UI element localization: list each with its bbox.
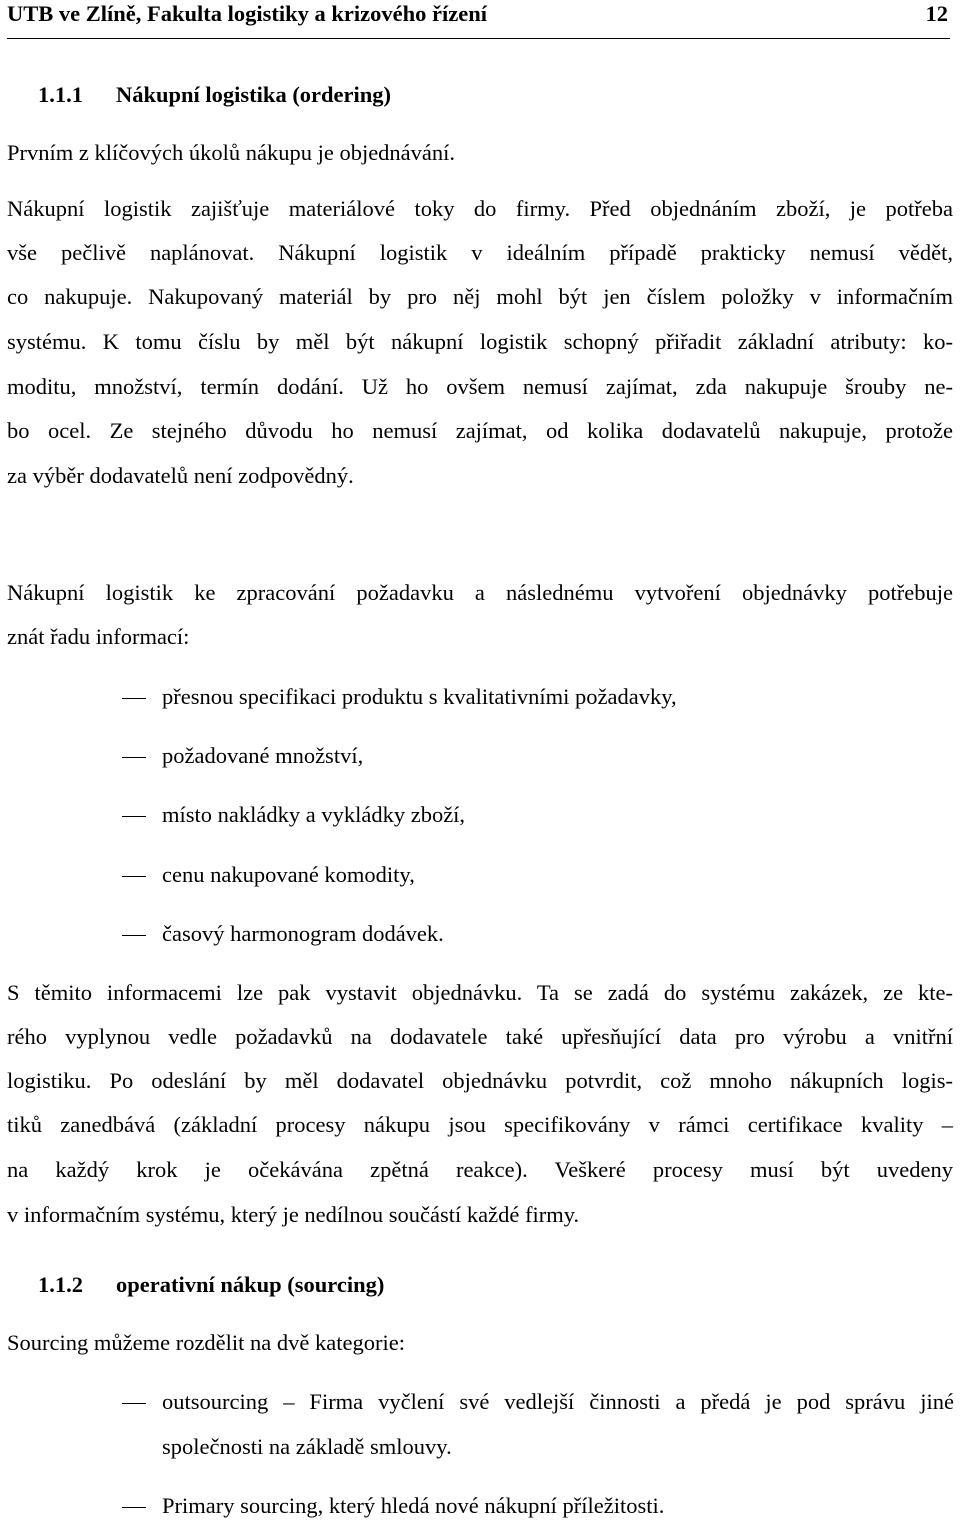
dash-bullet-icon bbox=[122, 816, 146, 817]
dash-bullet-icon bbox=[122, 1403, 146, 1404]
paragraph-line: vše pečlivě naplánovat. Nákupní logistik v ideálním případě prakticky nemusí vědět, bbox=[7, 240, 953, 265]
section-title: operativní nákup (sourcing) bbox=[116, 1272, 385, 1297]
page-number: 12 bbox=[925, 1, 948, 26]
dash-bullet-icon bbox=[122, 1507, 146, 1508]
paragraph-line: moditu, množství, termín dodání. Už ho ovšem nemusí zajímat, zda nakupuje šrouby ne- bbox=[7, 374, 953, 399]
paragraph-line: tiků zanedbává (základní procesy nákupu jsou specifikovány v rámci certifikace kvality – bbox=[7, 1112, 953, 1137]
dash-bullet-icon bbox=[122, 876, 146, 877]
paragraph-line: Prvním z klíčových úkolů nákupu je objednávání. bbox=[7, 140, 456, 165]
paragraph-line: logistiku. Po odeslání by měl dodavatel objednávku potvrdit, což mnoho nákupních logis- bbox=[7, 1068, 953, 1093]
section-title: Nákupní logistika (ordering) bbox=[116, 82, 392, 107]
paragraph-line: na každý krok je očekávána zpětná reakce). Veškeré procesy musí být uvedeny bbox=[7, 1157, 953, 1182]
dash-bullet-icon bbox=[122, 757, 146, 758]
section-heading-1-1-2 bbox=[38, 1272, 384, 1298]
paragraph-line: za výběr dodavatelů není zodpovědný. bbox=[7, 463, 354, 488]
paragraph-line: bo ocel. Ze stejného důvodu ho nemusí zajímat, od kolika dodavatelů nakupuje, protože bbox=[7, 418, 953, 443]
section-number: 1.1.2 bbox=[38, 1272, 83, 1297]
page-header bbox=[7, 0, 950, 39]
dash-bullet-icon bbox=[122, 935, 146, 936]
dash-bullet-icon bbox=[122, 698, 146, 699]
paragraph-line: rého vyplynou vedle požadavků na dodavatele také upřesňující data pro výrobu a vnitřní bbox=[7, 1024, 953, 1049]
paragraph-line: systému. K tomu číslu by měl být nákupní logistik schopný přiřadit základní atributy: ko- bbox=[7, 329, 953, 354]
section-heading-1-1-1 bbox=[38, 82, 391, 108]
paragraph-line: znát řadu informací: bbox=[7, 624, 190, 649]
header-title: UTB ve Zlíně, Fakulta logistiky a krizového řízení bbox=[7, 1, 488, 26]
paragraph-line: v informačním systému, který je nedílnou součástí každé firmy. bbox=[7, 1202, 580, 1227]
paragraph-line: S těmito informacemi lze pak vystavit objednávku. Ta se zadá do systému zakázek, ze kte- bbox=[7, 980, 953, 1005]
paragraph-line: Sourcing můžeme rozdělit na dvě kategorie: bbox=[7, 1330, 405, 1355]
paragraph-line: co nakupuje. Nakupovaný materiál by pro něj mohl být jen číslem položky v informačním bbox=[7, 284, 953, 309]
paragraph-line: Nákupní logistik zajišťuje materiálové toky do firmy. Před objednáním zboží, je potřeba bbox=[7, 196, 953, 221]
section-number: 1.1.1 bbox=[38, 82, 83, 107]
paragraph-line: Nákupní logistik ke zpracování požadavku a následnému vytvoření objednávky potřebuje bbox=[7, 580, 953, 605]
